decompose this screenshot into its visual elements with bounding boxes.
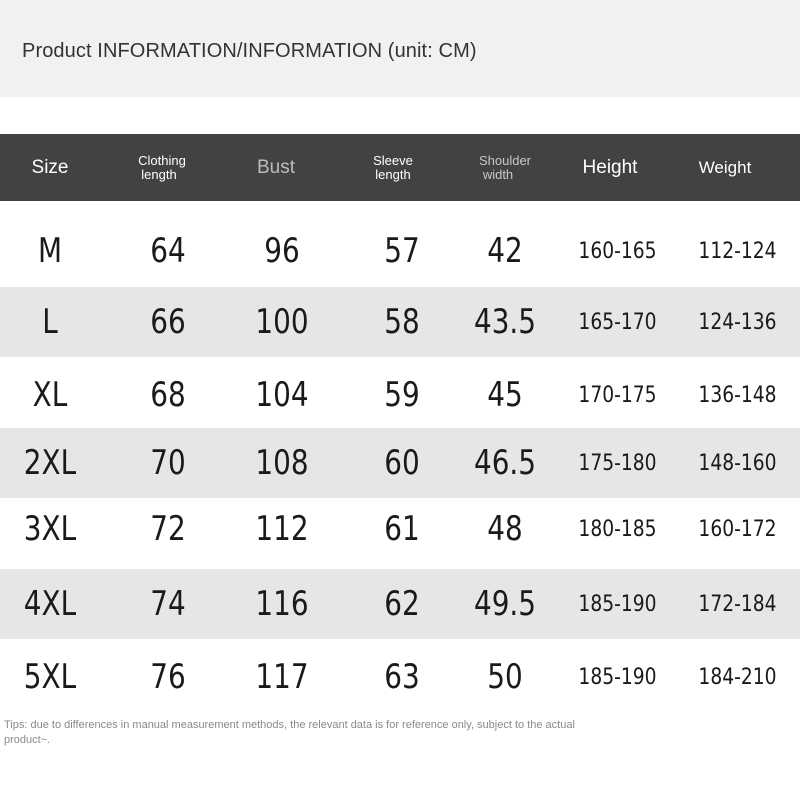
- size-cell: L: [42, 302, 58, 342]
- weight-cell: 160-172: [698, 516, 777, 542]
- bust-cell: 104: [255, 375, 309, 415]
- table-row: [0, 287, 800, 357]
- height-cell: 175-180: [578, 450, 657, 476]
- header-shoulder-width-line2: width: [482, 166, 514, 182]
- weight-cell: 148-160: [698, 450, 777, 476]
- title-bar: [0, 0, 800, 97]
- shoulder-width-cell: 45: [487, 375, 523, 415]
- size-cell: 2XL: [23, 443, 77, 483]
- weight-cell: 124-136: [698, 309, 777, 335]
- weight-cell: 172-184: [698, 591, 777, 617]
- size-cell: 5XL: [23, 657, 77, 697]
- bust-cell: 100: [255, 302, 309, 342]
- table-row: [0, 569, 800, 639]
- table-row: [0, 216, 800, 286]
- height-cell: 180-185: [578, 516, 657, 542]
- header-sleeve-length-line2: length: [375, 166, 411, 182]
- shoulder-width-cell: 46.5: [473, 443, 537, 483]
- sleeve-length-cell: 57: [384, 231, 420, 271]
- header-shoulder-width-line1: Shoulder: [478, 152, 532, 168]
- bust-cell: 108: [255, 443, 309, 483]
- weight-cell: 136-148: [698, 382, 777, 408]
- sleeve-length-cell: 59: [384, 375, 420, 415]
- bust-cell: 112: [255, 509, 309, 549]
- size-cell: 3XL: [23, 509, 77, 549]
- size-cell: XL: [32, 375, 68, 415]
- clothing-length-cell: 72: [150, 509, 186, 549]
- chart-title: Product INFORMATION/INFORMATION (unit: CM): [22, 40, 477, 62]
- header-height: Height: [582, 156, 638, 178]
- shoulder-width-cell: 43.5: [473, 302, 537, 342]
- height-cell: 170-175: [578, 382, 657, 408]
- tips-note: Tips: due to differences in manual measurement methods, the relevant data is for reference only, subject to the actual product~.: [4, 719, 575, 746]
- header-clothing-length-line1: Clothing: [138, 152, 186, 168]
- shoulder-width-cell: 50: [487, 657, 523, 697]
- clothing-length-cell: 74: [150, 584, 186, 624]
- header-clothing-length: [112, 134, 212, 201]
- clothing-length-cell: 66: [150, 302, 186, 342]
- bust-cell: 116: [255, 584, 309, 624]
- sleeve-length-cell: 60: [384, 443, 420, 483]
- size-cell: 4XL: [23, 584, 77, 624]
- header-clothing-length-line2: length: [141, 166, 177, 182]
- shoulder-width-cell: 42: [487, 231, 523, 271]
- weight-cell: 112-124: [698, 238, 777, 264]
- height-cell: 160-165: [578, 238, 657, 264]
- clothing-length-cell: 68: [150, 375, 186, 415]
- height-cell: 185-190: [578, 664, 657, 690]
- header-size: Size: [31, 156, 69, 178]
- size-cell: M: [37, 231, 63, 271]
- clothing-length-cell: 64: [150, 231, 186, 271]
- bust-cell: 96: [264, 231, 300, 271]
- header-weight: Weight: [698, 157, 752, 177]
- table-row: [0, 360, 800, 430]
- header-shoulder-width: [455, 134, 555, 201]
- height-cell: 185-190: [578, 591, 657, 617]
- sleeve-length-cell: 58: [384, 302, 420, 342]
- header-sleeve-length-line1: Sleeve: [373, 152, 413, 168]
- header-sleeve-length: [343, 134, 443, 201]
- table-row: [0, 428, 800, 498]
- table-row: [0, 494, 800, 564]
- header-bust: Bust: [256, 156, 296, 178]
- sleeve-length-cell: 61: [384, 509, 420, 549]
- clothing-length-cell: 70: [150, 443, 186, 483]
- bust-cell: 117: [255, 657, 309, 697]
- clothing-length-cell: 76: [150, 657, 186, 697]
- shoulder-width-cell: 49.5: [473, 584, 537, 624]
- table-header: [0, 134, 800, 201]
- weight-cell: 184-210: [698, 664, 777, 690]
- table-row: [0, 642, 800, 712]
- shoulder-width-cell: 48: [487, 509, 523, 549]
- sleeve-length-cell: 63: [384, 657, 420, 697]
- sleeve-length-cell: 62: [384, 584, 420, 624]
- height-cell: 165-170: [578, 309, 657, 335]
